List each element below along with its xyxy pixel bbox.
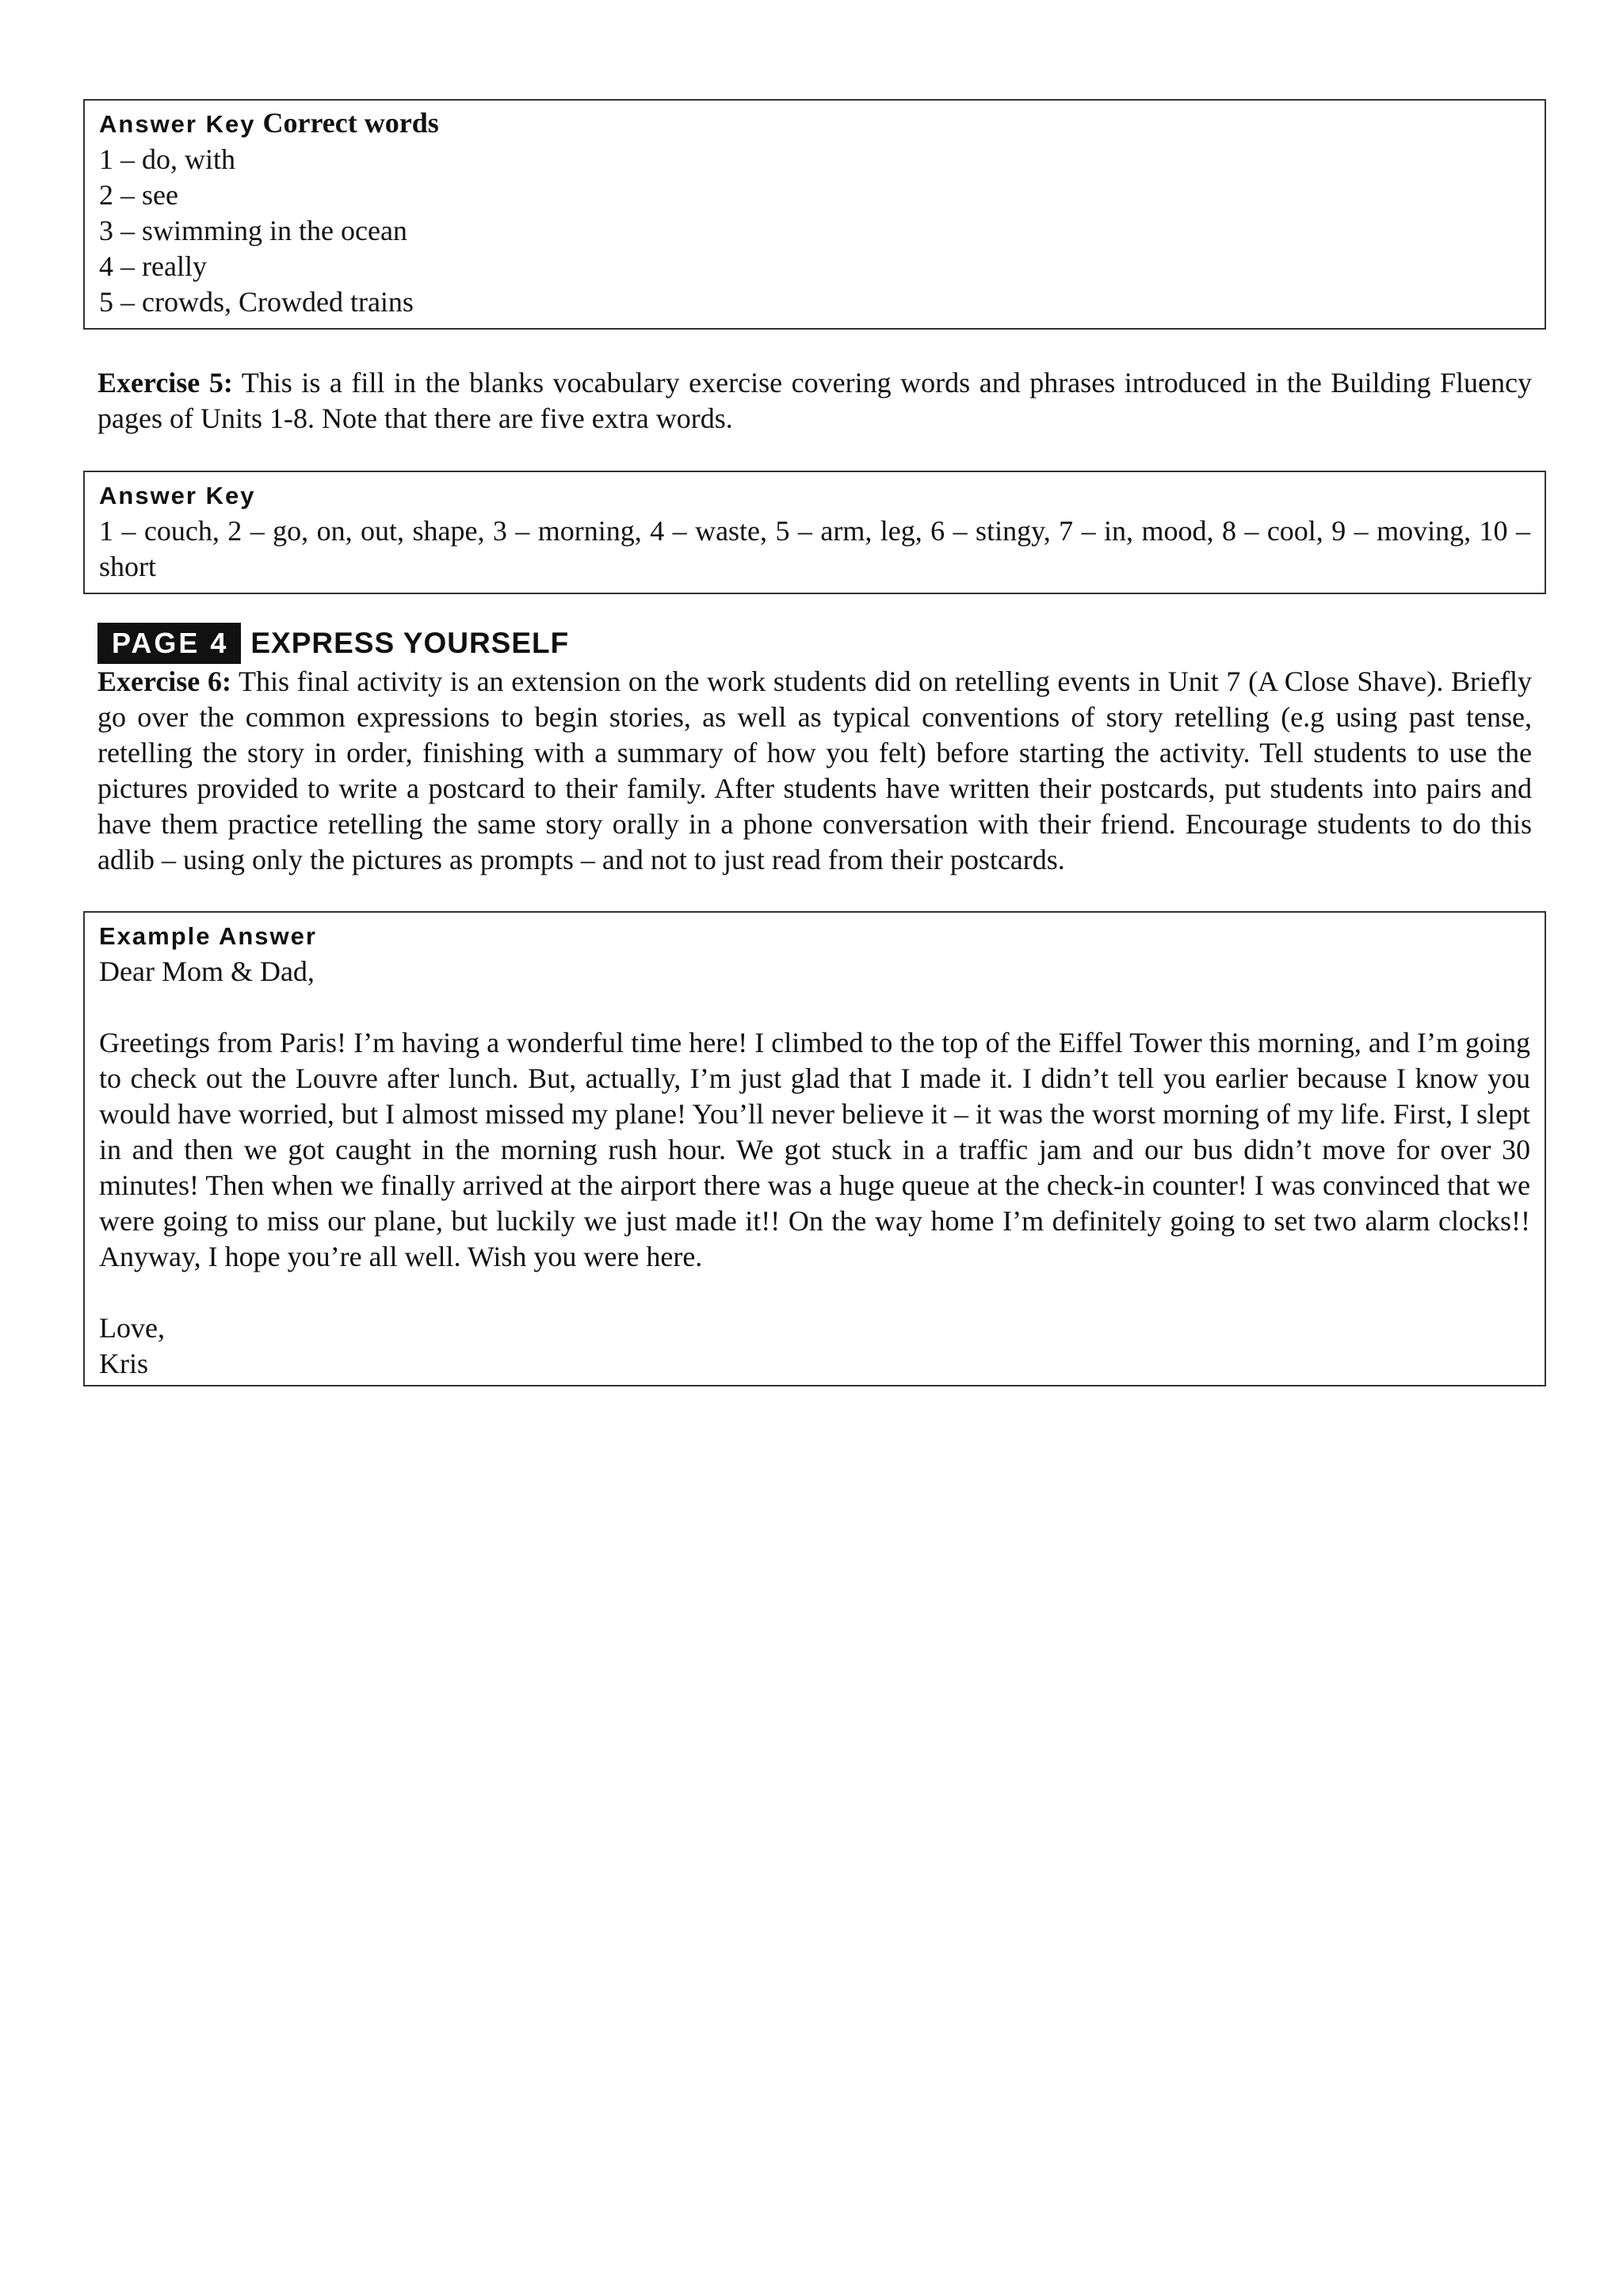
postcard-greeting: Dear Mom & Dad, — [99, 955, 315, 987]
exercise-6-label: Exercise 6: — [97, 666, 231, 697]
answer-item-3: 3 – swimming in the ocean — [99, 215, 407, 246]
postcard-body: Greetings from Paris! I’m having a wonderful time here! I climbed to the top of the Eiffel Tower this morning, and I’m going to check out the Louvre after lunch. But, actually, I’m just glad that I made it. I didn’t tell you earlier because I know you would have worried, but I almost missed my plane! You’ll never believe it – it was the worst morning of my life. First, I slept in and then we got caught in the morning rush hour. We got stuck in a traffic jam and our bus didn’t move for over 30 minutes! Then when we finally arrived at the airport there was a huge queue at the check-in counter! I was convinced that we were going to miss our plane, but luckily we just made it!! On the way home I’m definitely going to set two alarm clocks!! Anyway, I hope you’re all well. Wish you were here. — [99, 1027, 1530, 1272]
answer-item-2: 2 – see — [99, 179, 178, 211]
section-title: EXPRESS YOURSELF — [250, 627, 570, 659]
answer-key-2-heading — [99, 477, 1530, 513]
section-header — [83, 623, 1546, 664]
exercise-6-text: This final activity is an extension on the work students did on retelling events in Unit 7 (A Close Shave). Briefly go over the common expressions to begin stories, as well as typical conventions of story retelling (e.g using past tense, retelling the story in order, finishing with a summary of how you felt) before starting the activity. Tell students to use the pictures provided to write a postcard to their family. After students have written their postcards, put students into pairs and have them practice retelling the same story orally in a phone conversation with their friend. Encourage students to do this adlib – using only the pictures as prompts – and not to just read from their postcards. — [97, 666, 1532, 875]
exercise-5-paragraph — [83, 365, 1546, 437]
answer-item-4: 4 – really — [99, 250, 207, 282]
answer-key-2-label: Answer Key — [99, 482, 256, 509]
exercise-5-text: This is a fill in the blanks vocabulary exercise covering words and phrases introduced in the Building Fluency pages of Units 1-8. Note that there are five extra words. — [97, 367, 1532, 434]
example-answer-box — [83, 911, 1546, 1386]
answer-key-heading — [99, 105, 1530, 142]
answer-item-1: 1 – do, with — [99, 143, 236, 175]
page-badge: PAGE 4 — [97, 623, 241, 664]
spacer — [99, 1275, 1530, 1310]
exercise-5-label: Exercise 5: — [97, 367, 233, 399]
answer-key-box-1 — [83, 99, 1546, 330]
answer-key-2-text: 1 – couch, 2 – go, on, out, shape, 3 – morning, 4 – waste, 5 – arm, leg, 6 – stingy, 7 – in, mood, 8 – cool, 9 – moving, 10 – short — [99, 515, 1530, 582]
exercise-6-paragraph — [83, 664, 1546, 878]
answer-key-label: Answer Key — [99, 110, 256, 138]
answer-key-sublabel: Correct words — [262, 107, 439, 139]
answer-key-box-2 — [83, 471, 1546, 594]
example-answer-label: Example Answer — [99, 922, 317, 950]
spacer — [99, 990, 1530, 1025]
example-answer-heading — [99, 917, 1530, 954]
answer-item-5: 5 – crowds, Crowded trains — [99, 286, 414, 318]
postcard-closing: Love, — [99, 1312, 165, 1344]
document-page — [83, 99, 1546, 1386]
postcard-signature: Kris — [99, 1348, 148, 1379]
